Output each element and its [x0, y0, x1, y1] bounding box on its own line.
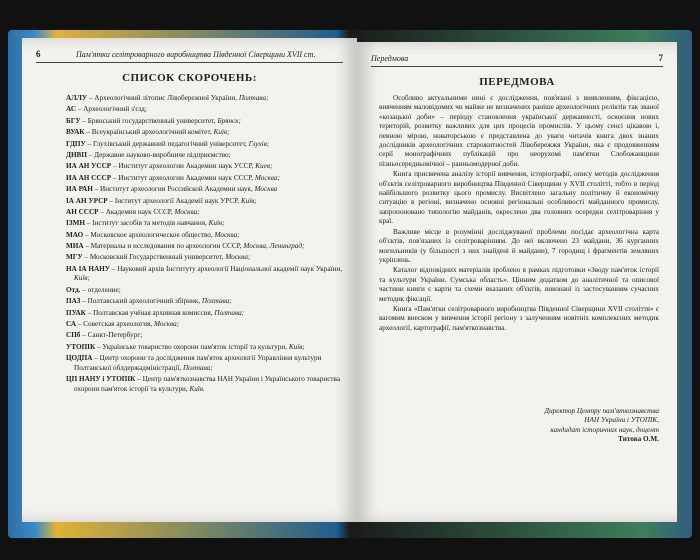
abbreviation-place: Москва; — [214, 230, 240, 239]
abbreviation-place: Полтава; — [214, 308, 245, 317]
abbreviation-text: – Археологічний літопис Лівобережної України, — [87, 94, 239, 102]
abbreviation-place: Москва; — [154, 320, 180, 329]
abbreviation-code: ДНВП — [66, 150, 87, 159]
abbreviation-entry — [66, 219, 343, 229]
abbreviation-code: АЛЛУ — [66, 94, 88, 102]
abbreviation-text: – Московский Государственный университет, — [82, 253, 226, 262]
left-page — [22, 38, 357, 522]
left-page-number: 6 — [36, 49, 41, 59]
abbreviation-text: – Материалы и исследования по археологии СССР, — [83, 242, 244, 251]
abbreviation-place: Глухів; — [248, 139, 270, 148]
abbreviation-text: – Глухівський державний педагогічний університет, — [85, 139, 249, 148]
foreword-paragraph: Каталог відповідних матеріалів зроблено в рамках підготовки «Зводу пам'яток історії та культури України. Сумська область». Цінним додатком до аналітичної та описової частини книги є карти та схеми вказаних об'єктів, виконані із застосуванням сучасних методик фіксації. — [379, 266, 659, 303]
foreword-paragraph: Книга присвячена аналізу історії вивчення, історіографії, опису методів дослідження об'єктів селітроварного виробництва Південної Сіверщини у XVII столітті, тобто в період найбільшого розвитку цього промислу. Висвітлено загальну політичну й економічну ситуацію в регіоні, визначено основні регіональні особливості майданного промислу, запропоновано типологію майданів, окреслено два головних осередки селітроваріння у краї. — [379, 170, 659, 226]
right-page — [357, 42, 677, 522]
signature-name: Титова О.М. — [618, 435, 659, 444]
abbreviation-code: ПУАК — [66, 308, 86, 317]
abbreviation-text: – Інститут засобів та методів навчання, — [84, 219, 209, 228]
abbreviations-list — [66, 94, 343, 396]
abbreviation-text: – Институт археологии Академии наук СССР, — [111, 173, 255, 182]
abbreviation-place: Полтава; — [201, 297, 232, 306]
right-running-head: Передмова — [371, 53, 409, 63]
abbreviation-entry — [66, 117, 343, 127]
abbreviation-entry — [66, 320, 343, 330]
abbreviation-entry — [66, 375, 343, 394]
abbreviation-place: Москва; — [254, 173, 280, 182]
foreword-paragraph: Книга «Пам'ятки селітроварного виробництва Південної Сіверщини XVII століття» є вагомим внеском у вивчення історії регіону з залученням новітніх комплексних методик археології, картографії, пам'яткознавства. — [379, 304, 659, 332]
abbreviation-entry — [66, 253, 343, 263]
abbreviation-entry — [66, 265, 343, 284]
abbreviation-code: МИА — [66, 242, 84, 251]
abbreviation-code: МАО — [66, 230, 84, 239]
signature-block — [545, 407, 659, 445]
abbreviation-entry — [66, 286, 343, 296]
abbreviation-place: Полтава; — [182, 363, 213, 372]
abbreviation-place: Полтава; — [238, 94, 269, 102]
abbreviation-place: Москва; — [174, 207, 200, 216]
abbreviation-place: Київ; — [208, 219, 225, 228]
abbreviation-code: ЦОДПА — [66, 354, 93, 363]
signature-line: Директор Центру пам'яткознавства — [544, 407, 659, 415]
foreword-body — [379, 94, 659, 334]
abbreviation-text: – Санкт-Петербург; — [80, 331, 143, 340]
abbreviation-code: ПАЗ — [66, 297, 81, 306]
abbreviation-text: – Московское археологическое общество, — [83, 230, 215, 239]
abbreviation-entry — [66, 140, 343, 150]
abbreviation-code: ЦП НАНУ і УТОПІК — [66, 375, 136, 384]
abbreviation-entry — [66, 128, 343, 138]
abbreviation-code: ГДПУ — [66, 139, 86, 148]
abbreviation-text: – Українське товариство охорони пам'яток історії та культури, — [95, 342, 289, 351]
abbreviation-text: – Центр охорони та дослідження пам'яток археології Управління культури Полтавської облдержадміністрації, — [74, 354, 322, 372]
abbreviation-text: – Науковий архів Інституту археології Національної академії наук України, — [110, 264, 343, 273]
abbreviation-place: Київ; — [288, 342, 305, 351]
abbreviation-place: Москва — [254, 185, 278, 194]
abbreviation-text: – Археологічний з'єзд; — [76, 105, 147, 114]
abbreviation-place: Київ; — [213, 128, 230, 137]
abbreviation-place: Київ; — [240, 196, 257, 205]
abbreviation-text: – Полтавський археологічний збірник, — [80, 297, 202, 306]
right-page-number: 7 — [658, 53, 663, 63]
left-running-header — [36, 46, 343, 63]
abbreviation-entry — [66, 354, 343, 373]
abbreviation-entry — [66, 208, 343, 218]
abbreviation-entry — [66, 197, 343, 207]
foreword-paragraph: Особливо актуальними нині є дослідження, пов'язані з виявленням, фіксацією, вивченням маловідомих чи майже не визначених раніше археологічних реліктів так званої «козацької доби» – періоду становлення української державності, освоєння нових територій, розвитку важливих для цих процесів промислів. У цьому сенсі цікавою і, певною мірою, новаторською є представлена до уваги читачів книга двох знаних дослідників археологічних старожитностей Лівобережжя України, яка є продовженням серії монографічних публікацій про неорухомі пам'ятки Слобожанщини пізньосередньовічної – ранньомодерної доби. — [379, 94, 659, 168]
abbreviation-entry — [66, 297, 343, 307]
abbreviation-text: – Центр пам'яткознавства НАН України і Українського товариства охорони пам'яток історії та культури, — [74, 375, 341, 393]
abbreviation-code: УТОПІК — [66, 342, 96, 351]
abbreviation-code: ІА АН УРСР — [66, 196, 108, 205]
foreword-title: ПЕРЕДМОВА — [479, 76, 555, 88]
abbreviation-code: МГУ — [66, 253, 83, 262]
abbreviation-text: – Полтавская учёная архивная комиссия, — [85, 308, 215, 317]
abbreviation-text: – Академия наук СССР, — [98, 207, 175, 216]
abbreviation-code: ІЗМН — [66, 219, 85, 228]
abbreviation-code: Отд. — [66, 285, 81, 294]
abbreviation-entry — [66, 94, 343, 104]
abbreviation-entry — [66, 309, 343, 319]
abbreviation-code: БГУ — [66, 116, 81, 125]
abbreviation-place: Киев; — [255, 162, 273, 171]
abbreviation-place: Москва, Ленинград; — [243, 242, 305, 251]
abbreviation-code: ИА РАН — [66, 185, 93, 194]
abbreviation-entry — [66, 151, 343, 161]
abbreviation-place: Москва; — [225, 253, 251, 262]
abbreviations-title: СПИСОК СКОРОЧЕНЬ: — [122, 72, 257, 84]
abbreviation-text: – Брянський государственный университет, — [80, 116, 218, 125]
abbreviation-entry — [66, 105, 343, 115]
abbreviation-place: Брянск; — [217, 116, 241, 125]
abbreviation-text: – Институт археологии Российской Академии наук, — [92, 185, 255, 194]
abbreviation-code: ИА АН СССР — [66, 173, 112, 182]
abbreviation-entry — [66, 331, 343, 341]
abbreviation-text: – Институт археологии Академии наук УССР, — [111, 162, 256, 171]
abbreviation-code: АС — [66, 105, 77, 114]
signature-line: кандидат історичних наук, доцент — [550, 425, 659, 434]
foreword-paragraph: Важливе місце в розумінні досліджуваної проблеми посідає археологічна карта об'єктів, пов'язаних із селітроварінням. До неї включено 23 майдани, 36 курганних могильників (у більшості з них знайдені й майдани), 7 городищ і фрагментів земляних укріплень. — [379, 227, 659, 264]
abbreviation-code: АН СССР — [66, 207, 99, 216]
abbreviation-text: – Державне науково-виробниче підприємство; — [86, 150, 231, 159]
signature-line: НАН України і УТОПІК, — [584, 416, 659, 425]
abbreviation-code: ВУАК — [66, 128, 85, 137]
abbreviation-code: СА — [66, 320, 77, 329]
abbreviation-place: Київ; — [74, 274, 90, 283]
abbreviation-code: ИА АН УССР — [66, 162, 112, 171]
right-running-header — [371, 50, 663, 67]
abbreviation-entry — [66, 185, 343, 195]
abbreviation-text: – Всеукраїнський археологічний комітет, — [84, 128, 214, 137]
abbreviation-entry — [66, 343, 343, 353]
abbreviation-text: – Інститут археології Академії наук УРСР, — [107, 196, 241, 205]
abbreviation-entry — [66, 174, 343, 184]
abbreviation-entry — [66, 162, 343, 172]
abbreviation-place: Київ. — [189, 384, 205, 393]
abbreviation-entry — [66, 242, 343, 252]
abbreviation-code: НА ІА НАНУ — [66, 264, 111, 273]
abbreviation-code: СПб — [66, 331, 81, 340]
abbreviation-entry — [66, 231, 343, 241]
abbreviation-text: – Советская археология, — [76, 320, 155, 329]
abbreviation-text: – отделение; — [80, 285, 121, 294]
left-running-head: Пам'ятки селітроварного виробництва Південної Сіверщини XVII ст. — [76, 49, 316, 59]
